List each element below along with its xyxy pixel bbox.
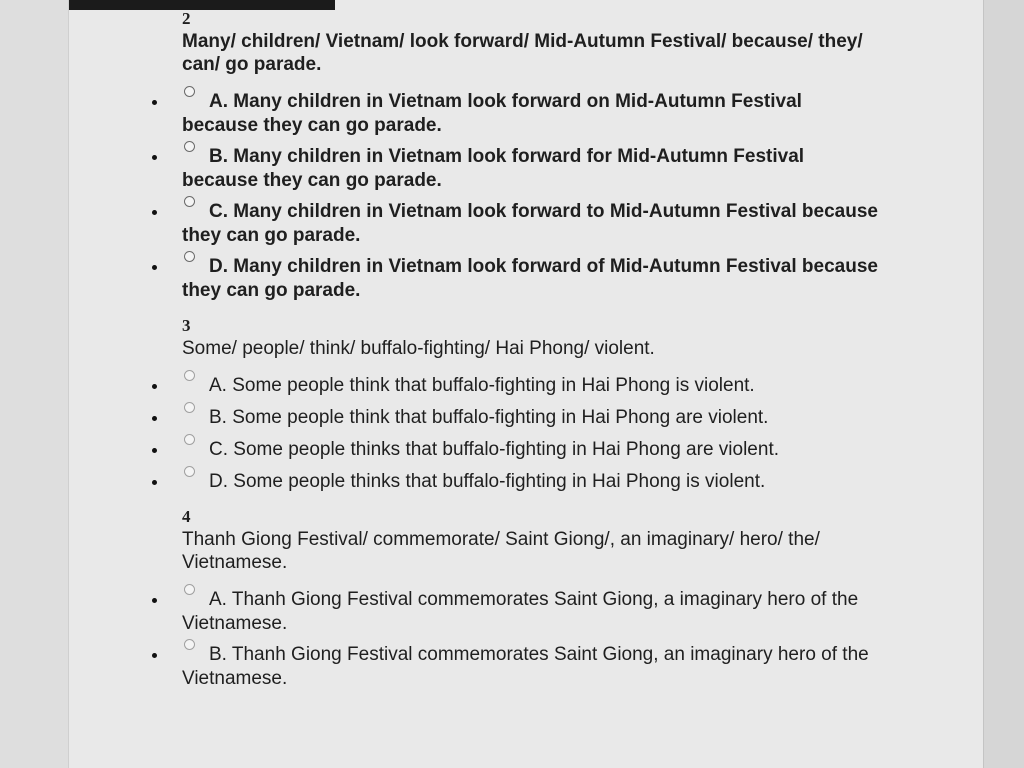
question-number: 3: [182, 316, 191, 335]
answer-option-d[interactable]: [120, 470, 880, 494]
radio-button-icon[interactable]: [184, 86, 195, 97]
answer-option-c[interactable]: [120, 200, 880, 248]
bullet-icon: [152, 480, 157, 485]
bullet-icon: [152, 653, 157, 658]
option-text: A. Many children in Vietnam look forward on Mid-Autumn Festival because they can go parade.: [182, 91, 802, 136]
radio-button-icon[interactable]: [184, 639, 195, 650]
bullet-icon: [152, 416, 157, 421]
answer-options: [120, 588, 880, 691]
radio-button-icon[interactable]: [184, 251, 195, 262]
option-text: C. Many children in Vietnam look forward to Mid-Autumn Festival because they can go parade.: [182, 201, 878, 246]
question-2: [120, 8, 880, 303]
question-prompt: Many/ children/ Vietnam/ look forward/ Mid-Autumn Festival/ because/ they/ can/ go parade.: [182, 31, 863, 75]
answer-option-a[interactable]: [120, 588, 880, 636]
option-text: A. Some people think that buffalo-fighting in Hai Phong is violent.: [209, 375, 755, 396]
answer-option-b[interactable]: [120, 643, 880, 691]
option-text: B. Thanh Giong Festival commemorates Saint Giong, an imaginary hero of the Vietnamese.: [182, 644, 869, 689]
option-text: D. Many children in Vietnam look forward of Mid-Autumn Festival because they can go parade.: [182, 256, 878, 301]
bullet-icon: [152, 598, 157, 603]
question-prompt: Thanh Giong Festival/ commemorate/ Saint Giong/, an imaginary/ hero/ the/ Vietnamese.: [182, 529, 820, 573]
radio-button-icon[interactable]: [184, 466, 195, 477]
answer-option-b[interactable]: [120, 145, 880, 193]
option-text: B. Some people think that buffalo-fighting in Hai Phong are violent.: [209, 407, 769, 428]
quiz-content: [120, 8, 880, 703]
answer-options: [120, 90, 880, 303]
bullet-icon: [152, 210, 157, 215]
bullet-icon: [152, 100, 157, 105]
radio-button-icon[interactable]: [184, 141, 195, 152]
answer-option-a[interactable]: [120, 90, 880, 138]
option-text: A. Thanh Giong Festival commemorates Saint Giong, a imaginary hero of the Vietnamese.: [182, 589, 859, 634]
question-3: [120, 315, 880, 494]
answer-options: [120, 374, 880, 494]
option-text: B. Many children in Vietnam look forward for Mid-Autumn Festival because they can go parade.: [182, 146, 805, 191]
radio-button-icon[interactable]: [184, 196, 195, 207]
radio-button-icon[interactable]: [184, 402, 195, 413]
answer-option-d[interactable]: [120, 255, 880, 303]
question-prompt: Some/ people/ think/ buffalo-fighting/ Hai Phong/ violent.: [182, 338, 655, 359]
radio-button-icon[interactable]: [184, 370, 195, 381]
left-margin: [0, 0, 69, 768]
answer-option-b[interactable]: [120, 406, 880, 430]
bullet-icon: [152, 265, 157, 270]
bullet-icon: [152, 155, 157, 160]
right-edge: [983, 0, 1024, 768]
question-number: 2: [182, 9, 191, 28]
radio-button-icon[interactable]: [184, 434, 195, 445]
bullet-icon: [152, 384, 157, 389]
answer-option-c[interactable]: [120, 438, 880, 462]
answer-option-a[interactable]: [120, 374, 880, 398]
question-number: 4: [182, 507, 191, 526]
bullet-icon: [152, 448, 157, 453]
option-text: C. Some people thinks that buffalo-fighting in Hai Phong are violent.: [209, 439, 779, 460]
radio-button-icon[interactable]: [184, 584, 195, 595]
option-text: D. Some people thinks that buffalo-fighting in Hai Phong is violent.: [209, 471, 766, 492]
question-4: [120, 506, 880, 691]
